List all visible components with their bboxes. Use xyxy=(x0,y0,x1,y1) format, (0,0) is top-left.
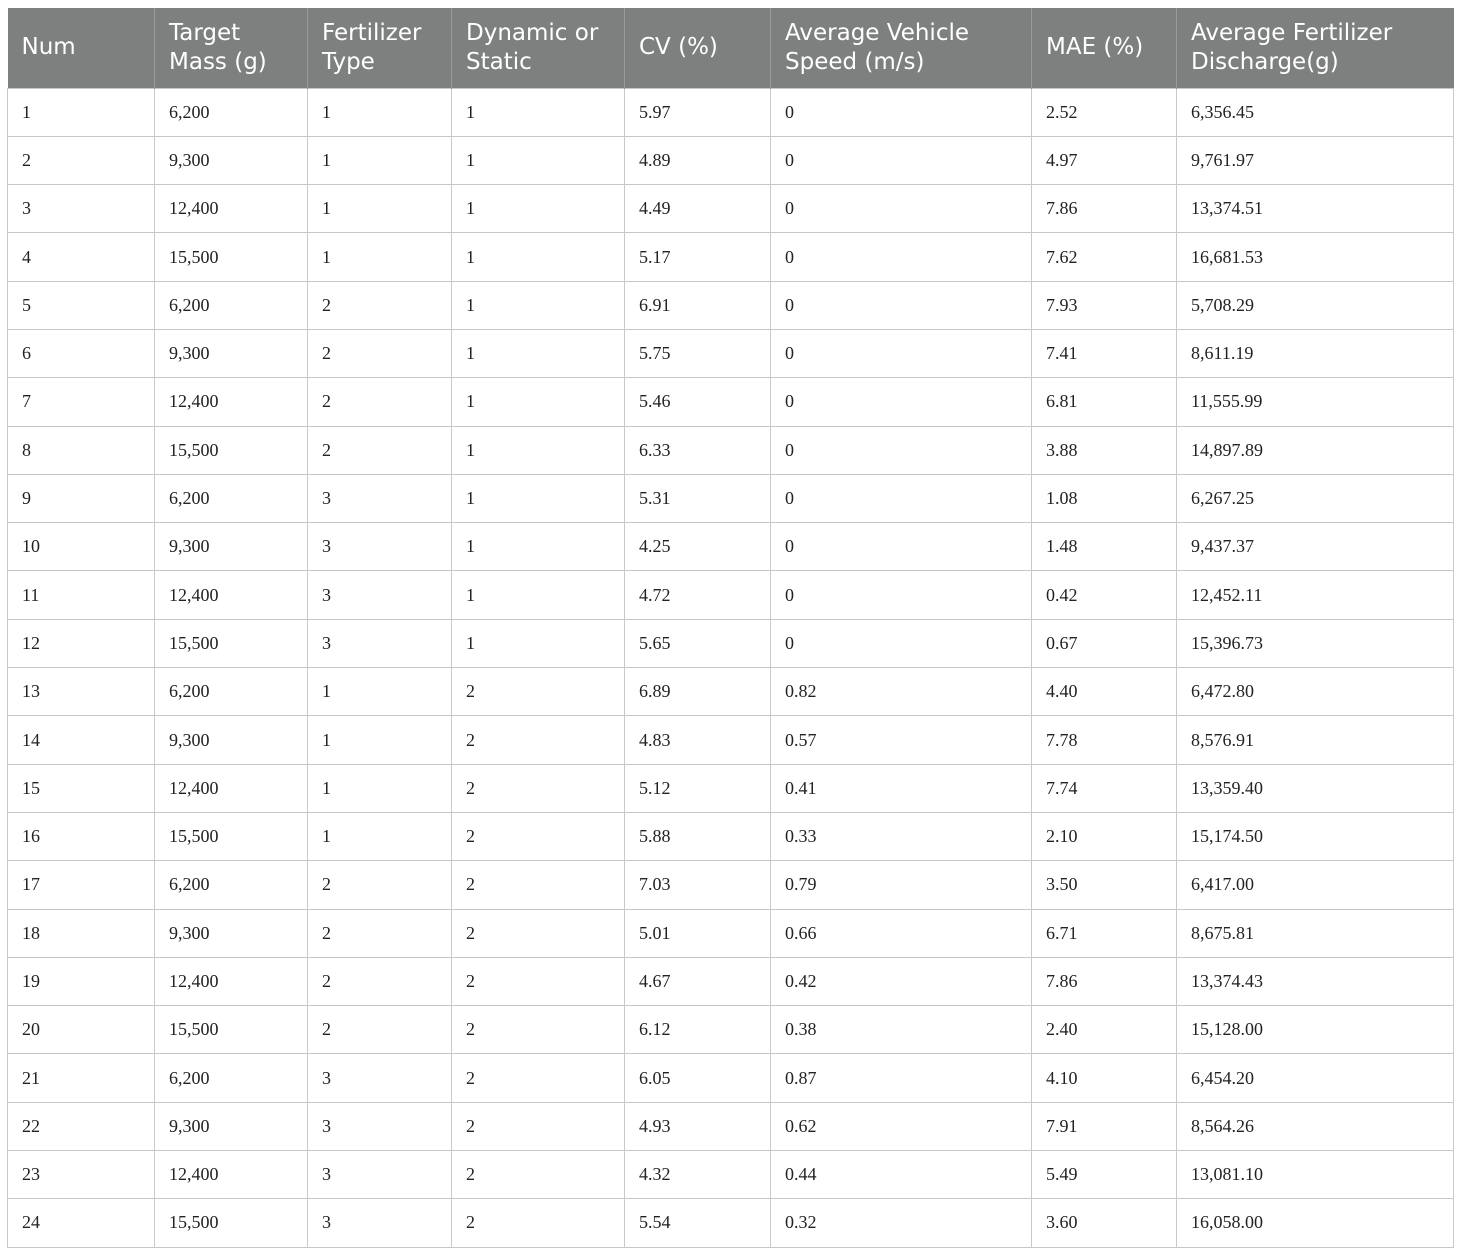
header-dynamic-or-static: Dynamic or Static xyxy=(452,8,625,88)
cell-target-mass: 6,200 xyxy=(155,281,308,329)
cell-average-vehicle-speed: 0 xyxy=(771,233,1032,281)
table-row xyxy=(8,619,1454,667)
cell-cv: 5.12 xyxy=(625,764,771,812)
cell-cv: 5.75 xyxy=(625,329,771,377)
cell-target-mass: 12,400 xyxy=(155,1151,308,1199)
cell-average-fertilizer-discharge: 15,396.73 xyxy=(1177,619,1454,667)
cell-cv: 5.54 xyxy=(625,1199,771,1247)
cell-mae: 6.71 xyxy=(1032,909,1177,957)
table-row xyxy=(8,909,1454,957)
cell-cv: 4.25 xyxy=(625,523,771,571)
cell-dynamic-or-static: 1 xyxy=(452,426,625,474)
cell-average-fertilizer-discharge: 5,708.29 xyxy=(1177,281,1454,329)
cell-fertilizer-type: 3 xyxy=(308,523,452,571)
cell-average-vehicle-speed: 0 xyxy=(771,474,1032,522)
header-cv: CV (%) xyxy=(625,8,771,88)
cell-average-vehicle-speed: 0.44 xyxy=(771,1151,1032,1199)
cell-cv: 4.32 xyxy=(625,1151,771,1199)
cell-cv: 6.12 xyxy=(625,1006,771,1054)
cell-dynamic-or-static: 1 xyxy=(452,378,625,426)
cell-mae: 2.52 xyxy=(1032,88,1177,136)
cell-average-fertilizer-discharge: 8,576.91 xyxy=(1177,716,1454,764)
cell-mae: 0.42 xyxy=(1032,571,1177,619)
cell-average-vehicle-speed: 0 xyxy=(771,378,1032,426)
cell-cv: 5.46 xyxy=(625,378,771,426)
cell-num: 16 xyxy=(8,812,155,860)
cell-average-vehicle-speed: 0 xyxy=(771,426,1032,474)
cell-average-vehicle-speed: 0 xyxy=(771,185,1032,233)
cell-fertilizer-type: 3 xyxy=(308,474,452,522)
cell-average-vehicle-speed: 0.33 xyxy=(771,812,1032,860)
cell-num: 4 xyxy=(8,233,155,281)
cell-fertilizer-type: 3 xyxy=(308,619,452,667)
cell-dynamic-or-static: 1 xyxy=(452,185,625,233)
table-row xyxy=(8,1199,1454,1247)
cell-mae: 4.40 xyxy=(1032,668,1177,716)
cell-average-fertilizer-discharge: 6,417.00 xyxy=(1177,861,1454,909)
cell-fertilizer-type: 3 xyxy=(308,1199,452,1247)
cell-dynamic-or-static: 2 xyxy=(452,861,625,909)
cell-dynamic-or-static: 2 xyxy=(452,909,625,957)
cell-dynamic-or-static: 2 xyxy=(452,1151,625,1199)
cell-fertilizer-type: 3 xyxy=(308,1151,452,1199)
cell-num: 6 xyxy=(8,329,155,377)
cell-num: 10 xyxy=(8,523,155,571)
cell-average-vehicle-speed: 0 xyxy=(771,619,1032,667)
cell-target-mass: 15,500 xyxy=(155,1199,308,1247)
table-row xyxy=(8,1006,1454,1054)
cell-average-fertilizer-discharge: 8,611.19 xyxy=(1177,329,1454,377)
cell-num: 12 xyxy=(8,619,155,667)
cell-average-fertilizer-discharge: 12,452.11 xyxy=(1177,571,1454,619)
cell-target-mass: 9,300 xyxy=(155,523,308,571)
cell-cv: 5.31 xyxy=(625,474,771,522)
cell-dynamic-or-static: 2 xyxy=(452,812,625,860)
cell-average-vehicle-speed: 0 xyxy=(771,88,1032,136)
cell-mae: 7.41 xyxy=(1032,329,1177,377)
table-row xyxy=(8,571,1454,619)
cell-target-mass: 9,300 xyxy=(155,716,308,764)
cell-fertilizer-type: 3 xyxy=(308,571,452,619)
cell-average-fertilizer-discharge: 9,437.37 xyxy=(1177,523,1454,571)
cell-average-vehicle-speed: 0 xyxy=(771,281,1032,329)
table-row xyxy=(8,281,1454,329)
cell-cv: 4.93 xyxy=(625,1102,771,1150)
cell-cv: 7.03 xyxy=(625,861,771,909)
cell-num: 20 xyxy=(8,1006,155,1054)
cell-cv: 4.67 xyxy=(625,957,771,1005)
cell-average-fertilizer-discharge: 15,174.50 xyxy=(1177,812,1454,860)
cell-dynamic-or-static: 2 xyxy=(452,1006,625,1054)
cell-fertilizer-type: 2 xyxy=(308,861,452,909)
cell-fertilizer-type: 1 xyxy=(308,185,452,233)
cell-cv: 6.33 xyxy=(625,426,771,474)
header-mae: MAE (%) xyxy=(1032,8,1177,88)
table-header xyxy=(8,8,1454,88)
cell-target-mass: 12,400 xyxy=(155,378,308,426)
cell-average-fertilizer-discharge: 16,058.00 xyxy=(1177,1199,1454,1247)
cell-dynamic-or-static: 1 xyxy=(452,474,625,522)
table-row xyxy=(8,957,1454,1005)
cell-num: 15 xyxy=(8,764,155,812)
cell-cv: 5.01 xyxy=(625,909,771,957)
cell-fertilizer-type: 1 xyxy=(308,716,452,764)
cell-average-fertilizer-discharge: 16,681.53 xyxy=(1177,233,1454,281)
table-row xyxy=(8,185,1454,233)
table-row xyxy=(8,474,1454,522)
cell-average-fertilizer-discharge: 13,359.40 xyxy=(1177,764,1454,812)
header-average-vehicle-speed: Average Vehicle Speed (m/s) xyxy=(771,8,1032,88)
cell-target-mass: 15,500 xyxy=(155,812,308,860)
cell-target-mass: 15,500 xyxy=(155,619,308,667)
cell-mae: 0.67 xyxy=(1032,619,1177,667)
cell-num: 1 xyxy=(8,88,155,136)
cell-target-mass: 9,300 xyxy=(155,329,308,377)
data-table-container xyxy=(7,8,1453,1248)
cell-cv: 4.72 xyxy=(625,571,771,619)
cell-average-vehicle-speed: 0.41 xyxy=(771,764,1032,812)
header-fertilizer-type: Fertilizer Type xyxy=(308,8,452,88)
cell-cv: 5.88 xyxy=(625,812,771,860)
cell-average-fertilizer-discharge: 13,374.43 xyxy=(1177,957,1454,1005)
cell-num: 21 xyxy=(8,1054,155,1102)
cell-cv: 5.65 xyxy=(625,619,771,667)
cell-average-vehicle-speed: 0.66 xyxy=(771,909,1032,957)
cell-mae: 6.81 xyxy=(1032,378,1177,426)
cell-num: 5 xyxy=(8,281,155,329)
cell-cv: 6.89 xyxy=(625,668,771,716)
cell-mae: 7.74 xyxy=(1032,764,1177,812)
cell-num: 7 xyxy=(8,378,155,426)
cell-num: 9 xyxy=(8,474,155,522)
cell-num: 17 xyxy=(8,861,155,909)
cell-fertilizer-type: 3 xyxy=(308,1054,452,1102)
cell-average-vehicle-speed: 0 xyxy=(771,136,1032,184)
cell-target-mass: 9,300 xyxy=(155,909,308,957)
table-row xyxy=(8,233,1454,281)
cell-average-vehicle-speed: 0.79 xyxy=(771,861,1032,909)
table-row xyxy=(8,764,1454,812)
cell-dynamic-or-static: 2 xyxy=(452,764,625,812)
cell-dynamic-or-static: 2 xyxy=(452,668,625,716)
cell-num: 22 xyxy=(8,1102,155,1150)
cell-mae: 7.91 xyxy=(1032,1102,1177,1150)
cell-num: 13 xyxy=(8,668,155,716)
cell-target-mass: 12,400 xyxy=(155,571,308,619)
cell-average-vehicle-speed: 0 xyxy=(771,329,1032,377)
cell-fertilizer-type: 3 xyxy=(308,1102,452,1150)
cell-mae: 3.60 xyxy=(1032,1199,1177,1247)
cell-average-vehicle-speed: 0.32 xyxy=(771,1199,1032,1247)
table-row xyxy=(8,1102,1454,1150)
table-row xyxy=(8,1151,1454,1199)
cell-target-mass: 6,200 xyxy=(155,474,308,522)
cell-num: 8 xyxy=(8,426,155,474)
header-target-mass: Target Mass (g) xyxy=(155,8,308,88)
cell-dynamic-or-static: 2 xyxy=(452,1102,625,1150)
cell-dynamic-or-static: 2 xyxy=(452,716,625,764)
cell-fertilizer-type: 2 xyxy=(308,281,452,329)
cell-target-mass: 6,200 xyxy=(155,88,308,136)
table-row xyxy=(8,88,1454,136)
cell-num: 2 xyxy=(8,136,155,184)
cell-mae: 4.10 xyxy=(1032,1054,1177,1102)
cell-average-vehicle-speed: 0 xyxy=(771,523,1032,571)
cell-average-vehicle-speed: 0.42 xyxy=(771,957,1032,1005)
cell-fertilizer-type: 1 xyxy=(308,88,452,136)
cell-target-mass: 12,400 xyxy=(155,764,308,812)
cell-target-mass: 9,300 xyxy=(155,136,308,184)
cell-mae: 7.78 xyxy=(1032,716,1177,764)
cell-target-mass: 15,500 xyxy=(155,233,308,281)
cell-mae: 1.48 xyxy=(1032,523,1177,571)
cell-mae: 7.93 xyxy=(1032,281,1177,329)
cell-num: 24 xyxy=(8,1199,155,1247)
cell-dynamic-or-static: 1 xyxy=(452,88,625,136)
header-row xyxy=(8,8,1454,88)
cell-target-mass: 15,500 xyxy=(155,1006,308,1054)
cell-target-mass: 6,200 xyxy=(155,668,308,716)
cell-dynamic-or-static: 2 xyxy=(452,957,625,1005)
cell-dynamic-or-static: 2 xyxy=(452,1199,625,1247)
cell-dynamic-or-static: 1 xyxy=(452,619,625,667)
cell-average-fertilizer-discharge: 6,454.20 xyxy=(1177,1054,1454,1102)
cell-average-fertilizer-discharge: 8,564.26 xyxy=(1177,1102,1454,1150)
cell-cv: 5.97 xyxy=(625,88,771,136)
cell-num: 14 xyxy=(8,716,155,764)
cell-average-fertilizer-discharge: 6,356.45 xyxy=(1177,88,1454,136)
cell-fertilizer-type: 2 xyxy=(308,1006,452,1054)
cell-fertilizer-type: 2 xyxy=(308,909,452,957)
cell-fertilizer-type: 2 xyxy=(308,329,452,377)
cell-num: 3 xyxy=(8,185,155,233)
cell-average-fertilizer-discharge: 15,128.00 xyxy=(1177,1006,1454,1054)
cell-cv: 6.91 xyxy=(625,281,771,329)
cell-cv: 4.49 xyxy=(625,185,771,233)
header-num: Num xyxy=(8,8,155,88)
table-row xyxy=(8,378,1454,426)
cell-average-fertilizer-discharge: 6,267.25 xyxy=(1177,474,1454,522)
cell-mae: 3.88 xyxy=(1032,426,1177,474)
cell-mae: 5.49 xyxy=(1032,1151,1177,1199)
cell-target-mass: 12,400 xyxy=(155,185,308,233)
cell-mae: 2.40 xyxy=(1032,1006,1177,1054)
table-row xyxy=(8,136,1454,184)
cell-mae: 7.86 xyxy=(1032,185,1177,233)
cell-cv: 6.05 xyxy=(625,1054,771,1102)
table-row xyxy=(8,812,1454,860)
table-row xyxy=(8,426,1454,474)
cell-dynamic-or-static: 1 xyxy=(452,136,625,184)
cell-fertilizer-type: 1 xyxy=(308,764,452,812)
cell-mae: 7.86 xyxy=(1032,957,1177,1005)
cell-average-fertilizer-discharge: 6,472.80 xyxy=(1177,668,1454,716)
cell-cv: 4.83 xyxy=(625,716,771,764)
cell-dynamic-or-static: 1 xyxy=(452,233,625,281)
cell-fertilizer-type: 1 xyxy=(308,233,452,281)
cell-mae: 3.50 xyxy=(1032,861,1177,909)
cell-cv: 5.17 xyxy=(625,233,771,281)
cell-dynamic-or-static: 1 xyxy=(452,281,625,329)
cell-num: 23 xyxy=(8,1151,155,1199)
cell-num: 19 xyxy=(8,957,155,1005)
cell-fertilizer-type: 2 xyxy=(308,426,452,474)
cell-mae: 1.08 xyxy=(1032,474,1177,522)
cell-target-mass: 9,300 xyxy=(155,1102,308,1150)
table-row xyxy=(8,668,1454,716)
cell-average-vehicle-speed: 0.87 xyxy=(771,1054,1032,1102)
cell-mae: 4.97 xyxy=(1032,136,1177,184)
cell-dynamic-or-static: 1 xyxy=(452,329,625,377)
cell-target-mass: 15,500 xyxy=(155,426,308,474)
cell-target-mass: 12,400 xyxy=(155,957,308,1005)
cell-mae: 2.10 xyxy=(1032,812,1177,860)
cell-average-vehicle-speed: 0.38 xyxy=(771,1006,1032,1054)
cell-fertilizer-type: 1 xyxy=(308,668,452,716)
cell-cv: 4.89 xyxy=(625,136,771,184)
data-table xyxy=(7,8,1454,1248)
cell-average-fertilizer-discharge: 13,374.51 xyxy=(1177,185,1454,233)
cell-fertilizer-type: 2 xyxy=(308,957,452,1005)
cell-mae: 7.62 xyxy=(1032,233,1177,281)
cell-average-vehicle-speed: 0.62 xyxy=(771,1102,1032,1150)
cell-average-vehicle-speed: 0.57 xyxy=(771,716,1032,764)
cell-average-fertilizer-discharge: 13,081.10 xyxy=(1177,1151,1454,1199)
table-row xyxy=(8,1054,1454,1102)
cell-fertilizer-type: 2 xyxy=(308,378,452,426)
cell-average-fertilizer-discharge: 11,555.99 xyxy=(1177,378,1454,426)
cell-average-vehicle-speed: 0.82 xyxy=(771,668,1032,716)
header-average-fertilizer-discharge: Average Fertilizer Discharge(g) xyxy=(1177,8,1454,88)
cell-target-mass: 6,200 xyxy=(155,861,308,909)
table-row xyxy=(8,716,1454,764)
cell-average-fertilizer-discharge: 14,897.89 xyxy=(1177,426,1454,474)
cell-dynamic-or-static: 1 xyxy=(452,571,625,619)
cell-fertilizer-type: 1 xyxy=(308,812,452,860)
table-row xyxy=(8,523,1454,571)
cell-target-mass: 6,200 xyxy=(155,1054,308,1102)
cell-average-fertilizer-discharge: 8,675.81 xyxy=(1177,909,1454,957)
table-row xyxy=(8,861,1454,909)
cell-average-fertilizer-discharge: 9,761.97 xyxy=(1177,136,1454,184)
cell-num: 18 xyxy=(8,909,155,957)
cell-average-vehicle-speed: 0 xyxy=(771,571,1032,619)
table-body xyxy=(8,88,1454,1247)
cell-num: 11 xyxy=(8,571,155,619)
cell-dynamic-or-static: 1 xyxy=(452,523,625,571)
table-row xyxy=(8,329,1454,377)
cell-dynamic-or-static: 2 xyxy=(452,1054,625,1102)
cell-fertilizer-type: 1 xyxy=(308,136,452,184)
